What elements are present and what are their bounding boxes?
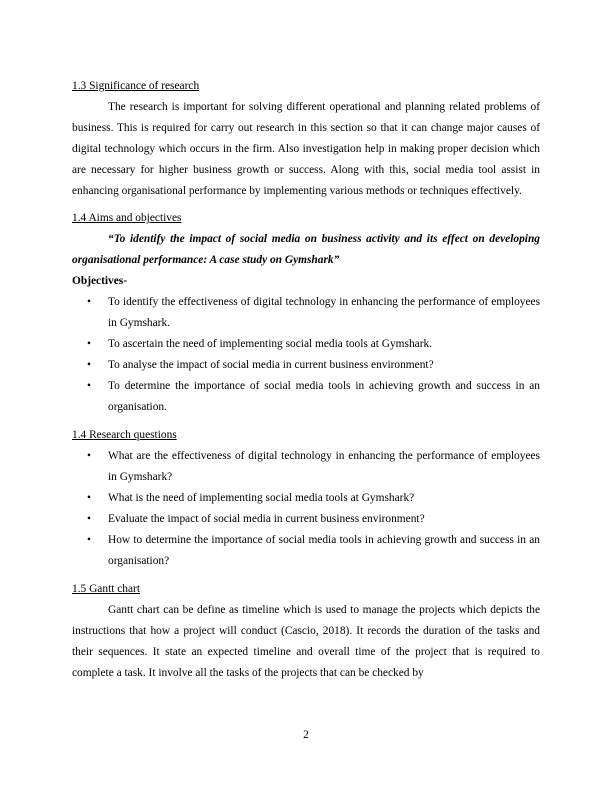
section-heading-research-questions: 1.4 Research questions [72, 429, 177, 441]
list-item [72, 292, 540, 334]
list-item [72, 376, 540, 418]
gantt-paragraph: Gantt chart can be define as timeline which is used to manage the projects which depicts the instructions that how a project will conduct (Cascio, 2018). It records the duration of the tasks and their sequences. It state an expected timeline and overall time of the project that is required to complete a task. It involve all the tasks of the projects that can be checked by [72, 604, 540, 679]
objective-text: To ascertain the need of implementing social media tools at Gymshark. [108, 338, 433, 350]
bullet-icon: • [87, 450, 91, 462]
bullet-icon: • [87, 296, 91, 308]
bullet-icon: • [87, 513, 91, 525]
aim-statement: “To identify the impact of social media on business activity and its effect on developing organisational performance: A case study on Gymshark” [72, 233, 540, 266]
question-text: How to determine the importance of social media tools in achieving growth and success in an organisation? [108, 534, 540, 567]
significance-paragraph: The research is important for solving different operational and planning related problems of business. This is required for carry out research in this section so that it can change major causes of digital technology which occurs in the firm. Also investigation help in making proper decision which are necessary for higher business growth or success. Along with this, social media tool assist in enhancing organisational performance by implementing various methods or techniques effectively. [72, 101, 540, 197]
list-item [72, 488, 540, 509]
bullet-icon: • [87, 338, 91, 350]
page-number: 2 [303, 729, 309, 741]
bullet-icon: • [87, 359, 91, 371]
research-questions-list [72, 446, 540, 572]
list-item [72, 509, 540, 530]
objective-text: To determine the importance of social media tools in achieving growth and success in an organisation. [108, 380, 540, 413]
objectives-label: Objectives- [72, 275, 128, 287]
bullet-icon: • [87, 380, 91, 392]
question-text: What are the effectiveness of digital technology in enhancing the performance of employees in Gymshark? [108, 450, 540, 483]
list-item [72, 355, 540, 376]
bullet-icon: • [87, 534, 91, 546]
objectives-list [72, 292, 540, 418]
objective-text: To analyse the impact of social media in current business environment? [108, 359, 434, 371]
section-heading-significance: 1.3 Significance of research [72, 80, 200, 92]
bullet-icon: • [87, 492, 91, 504]
section-heading-aims: 1.4 Aims and objectives [72, 212, 182, 224]
document-page [72, 76, 540, 690]
question-text: What is the need of implementing social media tools at Gymshark? [108, 492, 415, 504]
list-item [72, 530, 540, 572]
list-item [72, 334, 540, 355]
list-item [72, 446, 540, 488]
question-text: Evaluate the impact of social media in current business environment? [108, 513, 425, 525]
section-heading-gantt: 1.5 Gantt chart [72, 583, 141, 595]
objective-text: To identify the effectiveness of digital technology in enhancing the performance of employees in Gymshark. [108, 296, 540, 329]
